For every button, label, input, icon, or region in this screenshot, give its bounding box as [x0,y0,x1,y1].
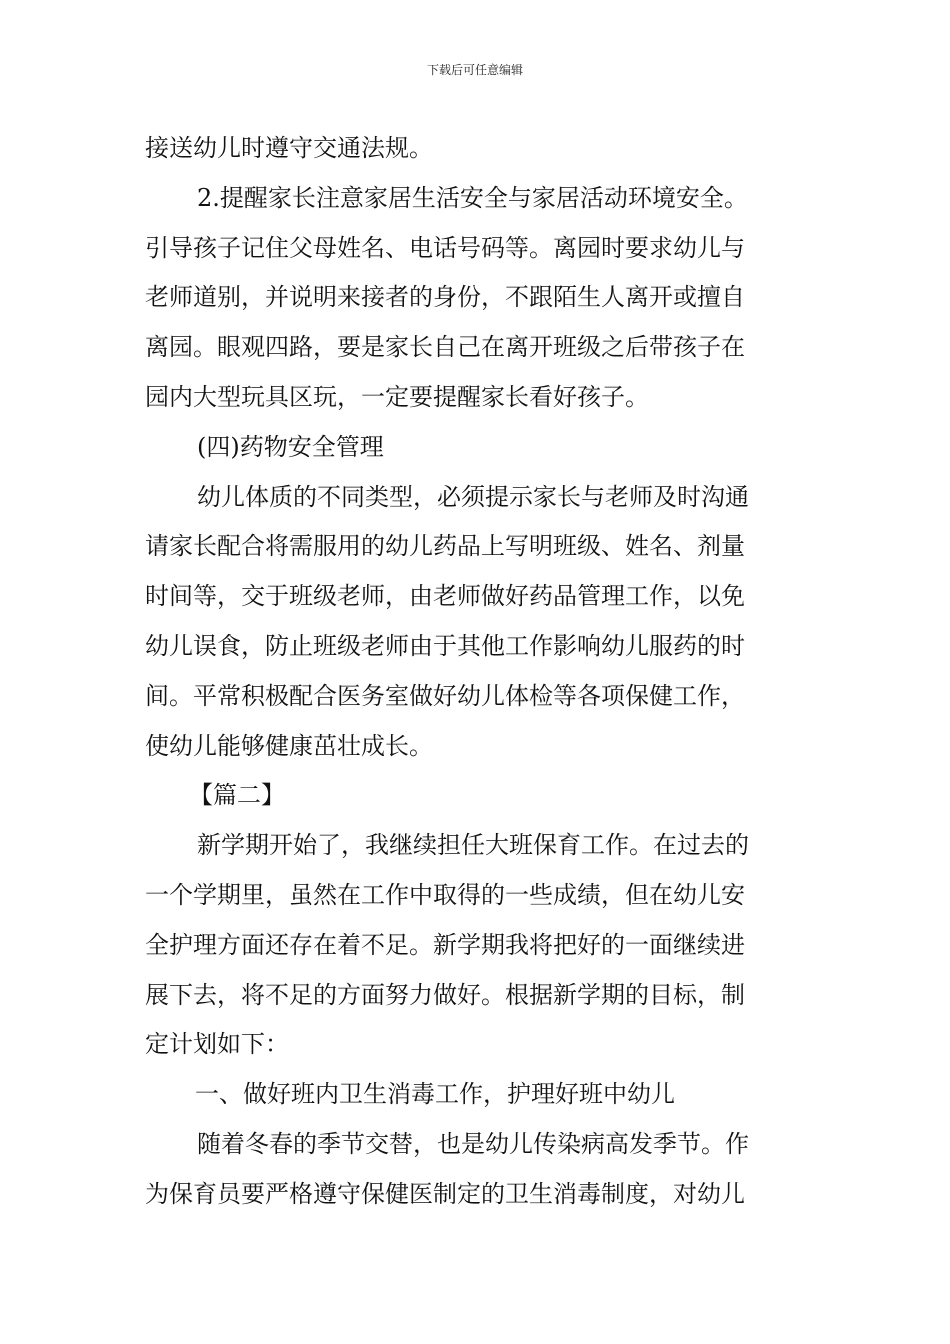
text-line: 请家长配合将需服用的幼儿药品上写明班级、姓名、剂量 [145,532,745,561]
text-line: 使幼儿能够健康茁壮成长。 [145,731,433,760]
text-line: 随着冬春的季节交替，也是幼儿传染病高发季节。作 [197,1129,749,1158]
text-line: 新学期开始了，我继续担任大班保育工作。在过去的 [197,831,749,860]
section-heading: 一、做好班内卫生消毒工作，护理好班中幼儿 [195,1080,675,1109]
page-header-note: 下载后可任意编辑 [426,63,523,77]
text-line: 一个学期里，虽然在工作中取得的一些成绩，但在幼儿安 [145,880,745,909]
document-body [145,124,807,1220]
text-line: 接送幼儿时遵守交通法规。 [145,134,433,162]
text-line: 定计划如下： [145,1030,289,1059]
text-line: 2.提醒家长注意家居生活安全与家居活动环境安全。 [197,183,748,212]
text-line: 为保育员要严格遵守保健医制定的卫生消毒制度，对幼儿 [145,1179,745,1208]
section-heading: (四)药物安全管理 [197,432,384,461]
text-line: 间。平常积极配合医务室做好幼儿体检等各项保健工作， [145,681,745,710]
text-line: 幼儿体质的不同类型，必须提示家长与老师及时沟通 [197,482,749,511]
text-line: 离园。眼观四路，要是家长自己在离开班级之后带孩子在 [145,333,745,362]
text-line: 老师道别，并说明来接者的身份，不跟陌生人离开或擅自 [145,283,745,312]
text-line: 时间等，交于班级老师，由老师做好药品管理工作，以免 [145,582,745,611]
text-line: 展下去，将不足的方面努力做好。根据新学期的目标，制 [145,980,745,1009]
section-title: 【篇二】 [189,781,285,810]
text-line: 幼儿误食，防止班级老师由于其他工作影响幼儿服药的时 [145,631,745,660]
text-line: 引导孩子记住父母姓名、电话号码等。离园时要求幼儿与 [145,233,745,262]
text-line: 全护理方面还存在着不足。新学期我将把好的一面继续进 [145,930,745,959]
text-line: 园内大型玩具区玩，一定要提醒家长看好孩子。 [145,382,649,411]
